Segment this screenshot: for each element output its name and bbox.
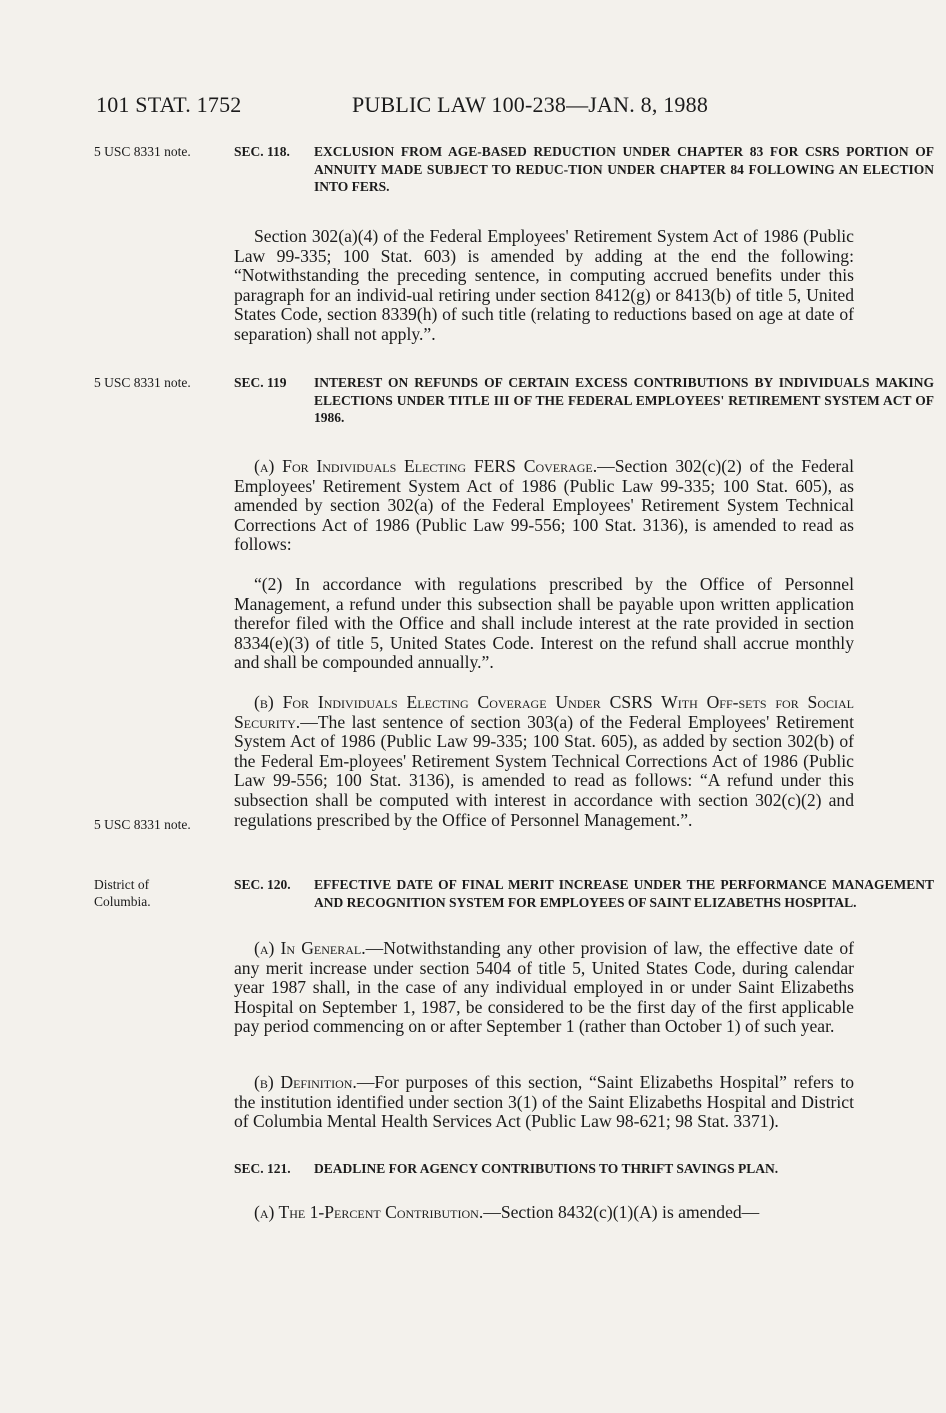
- subsection-caption: (a) The 1-Percent Contribution.: [254, 1202, 484, 1222]
- section-heading: [234, 143, 934, 196]
- quoted-paragraph: “(2) In accordance with regulations prescribed by the Office of Personnel Management, a refund under this subsection shall be payable upon written application therefor filed with the Office and shall include interest at the rate provided in section 8334(e)(3) of title 5, United States Code. Interest on the refund shall accrue monthly and shall be compounded annually.”.: [234, 574, 854, 673]
- subsection-caption: (a) For Individuals Electing FERS Coverage.: [254, 456, 598, 476]
- margin-note: District of Columbia.: [94, 877, 151, 909]
- section-heading: [234, 876, 934, 911]
- section-title: DEADLINE FOR AGENCY CONTRIBUTIONS TO THRIFT SAVINGS PLAN.: [314, 1161, 779, 1176]
- section-heading: [234, 1160, 934, 1178]
- section-heading: [234, 374, 934, 427]
- section-title: INTEREST ON REFUNDS OF CERTAIN EXCESS CONTRIBUTIONS BY INDIVIDUALS MAKING ELECTIONS UNDER TITLE III OF THE FEDERAL EMPLOYEES' RETIREMENT SYSTEM ACT OF 1986.: [314, 375, 934, 425]
- subsection-text: —For purposes of this section, “Saint Elizabeths Hospital” refers to the institution identified under section 3(1) of the Saint Elizabeths Hospital and District of Columbia Mental Health Services Act (Public Law 98-621; 98 Stat. 3371).: [234, 1072, 855, 1132]
- subsection-caption: (b) Definition.: [254, 1072, 357, 1092]
- subsection-b: [234, 693, 854, 830]
- section-text: Section 302(a)(4) of the Federal Employees' Retirement System Act of 1986 (Public Law 99-335; 100 Stat. 603) is amended by adding at the end the following: “Notwithstanding the preceding sentence, in computing accrued benefits under this paragraph for an individ-ual retiring under section 8412(g) or 8413(b) of title 5, United States Code, section 8339(h) of such title (relating to reductions based on age at date of separation) shall not apply.”.: [234, 226, 854, 344]
- section-title: EFFECTIVE DATE OF FINAL MERIT INCREASE UNDER THE PERFORMANCE MANAGEMENT AND RECOGNITION SYSTEM FOR EMPLOYEES OF SAINT ELIZABETHS HOSPITAL.: [314, 877, 934, 910]
- page-reference: 101 STAT. 1752: [96, 92, 242, 117]
- section-label: SEC. 120.: [234, 877, 291, 892]
- page-title: PUBLIC LAW 100-238—JAN. 8, 1988: [352, 92, 709, 117]
- subsection-text: —Notwithstanding any other provision of law, the effective date of any merit increase under section 5404 of title 5, United States Code, during calendar year 1987 shall, in the case of any individual employed in or under Saint Elizabeths Hospital on September 1, 1987, be considered to be the first day of the first applicable pay period commencing on or after September 1 (rather than October 1) of such year.: [234, 938, 854, 1037]
- section-title: EXCLUSION FROM AGE-BASED REDUCTION UNDER CHAPTER 83 FOR CSRS PORTION OF ANNUITY MADE SUBJECT TO REDUC-TION UNDER CHAPTER 84 FOLLOWING AN ELECTION INTO FERS.: [314, 144, 934, 194]
- subsection-caption: (a) In General.: [254, 938, 366, 958]
- section-label: SEC. 119: [234, 375, 287, 390]
- subsection-text: —Section 302(c)(2) of the Federal Employees' Retirement System Act of 1986 (Public Law 99-335; 100 Stat. 605), as amended by section 302(a) of the Federal Employees' Retirement System Technical Corrections Act of 1986 (Public Law 99-556; 100 Stat. 3136), is amended to read as follows:: [234, 456, 854, 555]
- subsection-text: —The last sentence of section 303(a) of the Federal Employees' Retirement System Act of 1986 (Public Law 99-335; 100 Stat. 605), as added by section 302(b) of the Federal Em-ployees' Retirement System Technical Corrections Act of 1986 (Public Law 99-556; 100 Stat. 3136), is amended to read as follows: “A refund under this subsection shall be computed with interest in accordance with section 302(c)(2) and regulations prescribed by the Office of Personnel Management.”.: [234, 711, 854, 830]
- subsection-b: [234, 1073, 854, 1132]
- section-label: SEC. 118.: [234, 144, 290, 159]
- margin-note: 5 USC 8331 note.: [94, 817, 191, 832]
- subsection-a: [234, 457, 854, 555]
- margin-note: 5 USC 8331 note.: [94, 375, 191, 390]
- subsection-a: [234, 939, 854, 1037]
- subsection-a: [234, 1203, 854, 1223]
- section-label: SEC. 121.: [234, 1161, 291, 1176]
- subsection-caption: (b) For Individuals Electing Coverage Under CSRS With Off-sets for Social Security.: [234, 692, 854, 732]
- margin-note: 5 USC 8331 note.: [94, 144, 191, 159]
- subsection-text: —Section 8432(c)(1)(A) is amended—: [483, 1202, 760, 1222]
